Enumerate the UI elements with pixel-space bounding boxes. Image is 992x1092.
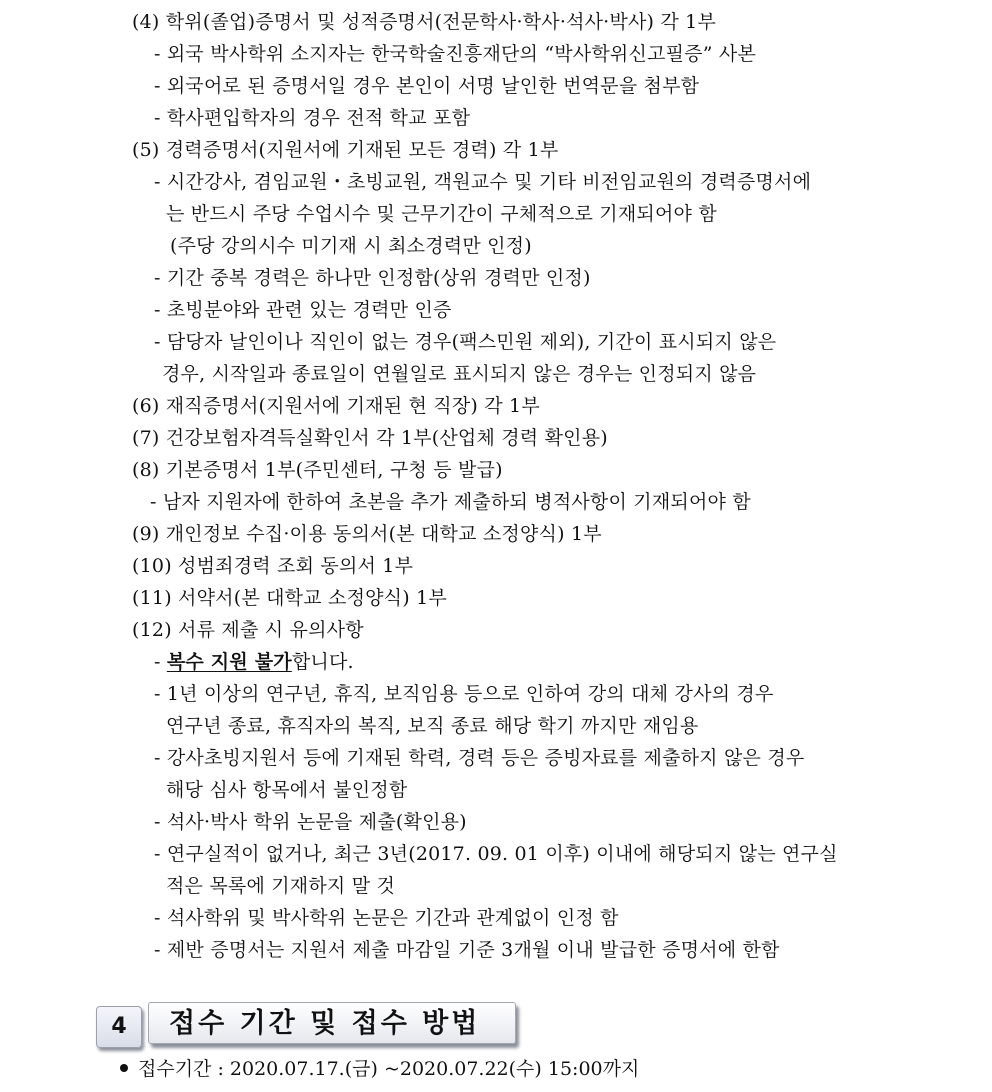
item-12-submission-notes: (12) 서류 제출 시 유의사항 [132,619,364,641]
item-5-note-part-time-cont: 는 반드시 주당 수업시수 및 근무기간이 구체적으로 기재되어야 함 [166,203,717,225]
item-10-sex-crime-check: (10) 성범죄경력 조회 동의서 1부 [132,555,414,577]
note-dash: - [154,651,167,673]
item-9-privacy-consent: (9) 개인정보 수집·이용 동의서(본 대학교 소정양식) 1부 [132,523,602,545]
item-5-note-related-field: - 초빙분야와 관련 있는 경력만 인증 [154,299,452,321]
emphasis-no-multiple-applications: 복수 지원 불가 [166,651,292,673]
item-8-basic-certificate: (8) 기본증명서 1부(주민센터, 구청 등 발급) [132,459,503,481]
application-period-text: 접수기간 : 2020.07.17.(금) ~2020.07.22(수) 15:00까지 [138,1058,640,1080]
item-12-note-research-cont: 적은 목록에 기재하지 말 것 [166,875,396,897]
item-4-note-translation: - 외국어로 된 증명서일 경우 본인이 서명 날인한 번역문을 첨부함 [154,75,700,97]
item-12-note-no-multiple [154,649,354,675]
item-4-note-foreign-phd: - 외국 박사학위 소지자는 한국학술진흥재단의 “박사학위신고필증” 사본 [154,43,756,65]
item-5-note-min-career: (주당 강의시수 미기재 시 최소경력만 인정) [170,235,532,257]
item-6-employment-certificate: (6) 재직증명서(지원서에 기재된 현 직장) 각 1부 [132,395,540,417]
item-5-note-part-time: - 시간강사, 겸임교원・초빙교원, 객원교수 및 기타 비전임교원의 경력증명서에 [154,171,812,193]
note-suffix: 합니다. [291,651,354,673]
item-11-pledge: (11) 서약서(본 대학교 소정양식) 1부 [132,587,447,609]
item-5-career-certificate: (5) 경력증명서(지원서에 기재된 모든 경력) 각 1부 [132,139,559,161]
item-12-note-thesis-period: - 석사학위 및 박사학위 논문은 기간과 관계없이 인정 함 [154,907,619,929]
item-5-note-seal: - 담당자 날인이나 직인이 없는 경우(팩스민원 제외), 기간이 표시되지 않은 [154,331,777,353]
item-12-note-evidence-cont: 해당 심사 항목에서 불인정함 [166,779,408,801]
item-5-note-overlap: - 기간 중복 경력은 하나만 인정함(상위 경력만 인정) [154,267,591,289]
bullet-dot-icon [120,1064,128,1072]
item-4-note-transfer: - 학사편입학자의 경우 전적 학교 포함 [154,107,471,129]
application-period [120,1056,639,1082]
item-12-note-evidence: - 강사초빙지원서 등에 기재된 학력, 경력 등은 증빙자료를 제출하지 않은 경우 [154,747,805,769]
item-12-note-sabbatical: - 1년 이상의 연구년, 휴직, 보직임용 등으로 인하여 강의 대체 강사의 경우 [154,683,774,705]
item-5-note-seal-cont: 경우, 시작일과 종료일이 연월일로 표시되지 않은 경우는 인정되지 않음 [162,363,757,385]
item-12-note-sabbatical-cont: 연구년 종료, 휴직자의 복직, 보직 종료 해당 학기 까지만 재임용 [166,715,699,737]
section-number-badge: 4 [96,1006,142,1048]
item-8-note-military: - 남자 지원자에 한하여 초본을 추가 제출하되 병적사항이 기재되어야 함 [150,491,751,513]
item-12-note-thesis: - 석사·박사 학위 논문을 제출(확인용) [154,811,467,833]
item-12-note-issue-date: - 제반 증명서는 지원서 제출 마감일 기준 3개월 이내 발급한 증명서에 한함 [154,939,780,961]
item-7-health-insurance: (7) 건강보험자격득실확인서 각 1부(산업체 경력 확인용) [132,427,608,449]
section-title: 접수 기간 및 접수 방법 [148,1002,516,1044]
item-4-degree-certificate: (4) 학위(졸업)증명서 및 성적증명서(전문학사·학사·석사·박사) 각 1부 [132,11,717,33]
item-12-note-research: - 연구실적이 없거나, 최근 3년(2017. 09. 01 이후) 이내에 해당되지 않는 연구실 [154,843,838,865]
